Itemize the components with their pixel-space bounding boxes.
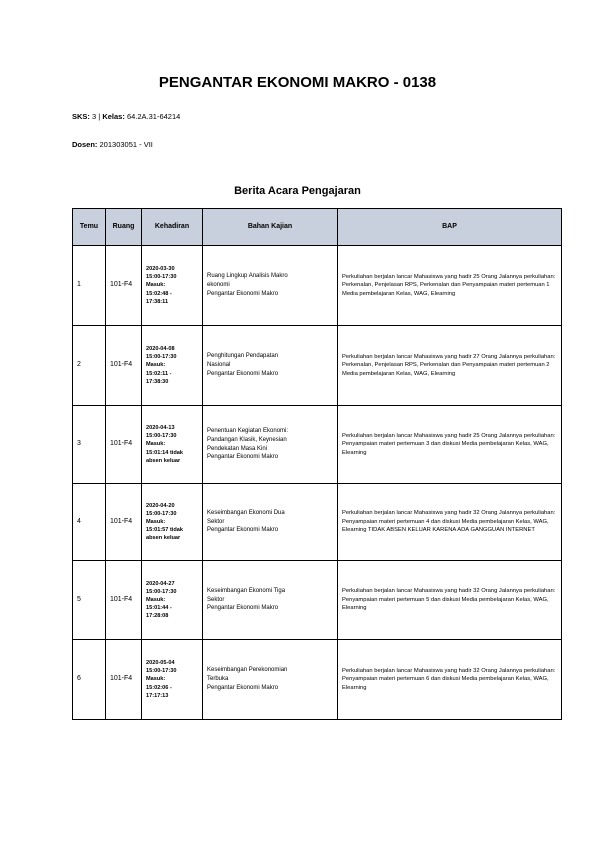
kehadiran-line: Masuk:: [146, 676, 166, 683]
cell-ruang: 101-F4: [106, 561, 142, 640]
bahan-line: ekonomi: [207, 282, 230, 289]
bahan-line: Sektor: [207, 596, 225, 603]
header-kehadiran: Kehadiran: [142, 209, 203, 246]
kehadiran-line: Masuk:: [146, 518, 166, 525]
cell-kehadiran: [142, 326, 203, 406]
kehadiran-line: 15:02:11 -: [146, 370, 172, 377]
dosen-value: 201303051 - VII: [99, 140, 153, 149]
section-subtitle: Berita Acara Pengajaran: [234, 185, 361, 197]
table-header-row: [73, 209, 562, 246]
kehadiran-line: absen keluar: [146, 535, 181, 542]
kelas-value: 64.2A.31-64214: [126, 112, 181, 121]
cell-temu: 6: [73, 640, 106, 720]
kehadiran-line: 2020-04-27: [146, 580, 175, 587]
bahan-line: Terbuka: [207, 676, 229, 683]
kehadiran-line: 15:00-17:30: [146, 510, 177, 517]
cell-bap: Perkuliahan berjalan lancar Mahasiswa yang hadir 25 Orang Jalannya perkuliahan: Penyampaian materi pertemuan 3 dan diskusi Media pembelajaran Kelas, WAG, Elearning: [338, 406, 562, 484]
bahan-line: Pengantar Ekonomi Makro: [207, 370, 279, 377]
cell-temu: 5: [73, 561, 106, 640]
table-row: [73, 406, 562, 484]
dosen-label: Dosen:: [72, 140, 98, 149]
bahan-line: Pandangan Klasik, Keynesian: [207, 436, 287, 443]
kehadiran-line: 15:01:14 tidak: [146, 449, 184, 456]
kehadiran-line: 15:02:06 -: [146, 684, 172, 691]
bahan-line: Pengantar Ekonomi Makro: [207, 290, 279, 297]
bahan-line: Keseimbangan Perekonomian: [207, 667, 288, 674]
kehadiran-line: 2020-04-08: [146, 346, 175, 353]
sks-label: SKS:: [72, 112, 90, 121]
header-temu: Temu: [73, 209, 106, 246]
cell-ruang: 101-F4: [106, 246, 142, 326]
cell-bahan-kajian: [203, 326, 338, 406]
cell-ruang: 101-F4: [106, 484, 142, 561]
kehadiran-line: Masuk:: [146, 282, 166, 289]
kehadiran-line: 15:01:44 -: [146, 605, 172, 612]
kehadiran-line: 15:00-17:30: [146, 274, 177, 281]
sks-value: 3: [92, 112, 97, 121]
cell-bap: Perkuliahan berjalan lancar Mahasiswa yang hadir 27 Orang Jalannya perkuliahan: Perkenalan, Penjelasan RPS, Perkenalan dan Penyampaian materi pertemuan 2 Media pembelajaran Kelas, WAG, Elearning: [338, 326, 562, 406]
cell-kehadiran: [142, 246, 203, 326]
kehadiran-line: Masuk:: [146, 596, 166, 603]
cell-bahan-kajian: [203, 246, 338, 326]
document-title: PENGANTAR EKONOMI MAKRO - 0138: [158, 74, 437, 91]
cell-temu: 2: [73, 326, 106, 406]
kehadiran-line: 17:28:08: [146, 613, 169, 620]
cell-bahan-kajian: [203, 406, 338, 484]
kehadiran-line: 15:00-17:30: [146, 588, 177, 595]
cell-temu: 1: [73, 246, 106, 326]
cell-bahan-kajian: [203, 561, 338, 640]
bahan-line: Pengantar Ekonomi Makro: [207, 527, 279, 534]
kehadiran-line: 2020-04-20: [146, 502, 175, 509]
course-info: [72, 112, 180, 121]
bahan-line: Pengantar Ekonomi Makro: [207, 684, 279, 691]
kehadiran-line: Masuk:: [146, 441, 166, 448]
bahan-line: Penghitungan Pendapatan: [207, 353, 279, 360]
kehadiran-line: 15:00-17:30: [146, 354, 177, 361]
kehadiran-line: 2020-04-13: [146, 425, 175, 432]
cell-kehadiran: [142, 640, 203, 720]
table-row: [73, 561, 562, 640]
cell-temu: 4: [73, 484, 106, 561]
kehadiran-line: 15:01:57 tidak: [146, 527, 184, 534]
kehadiran-line: absen keluar: [146, 457, 181, 464]
bahan-line: Ruang Lingkup Analisis Makro: [207, 273, 288, 280]
cell-kehadiran: [142, 561, 203, 640]
cell-temu: 3: [73, 406, 106, 484]
bap-table: [72, 208, 562, 720]
header-bap: BAP: [338, 209, 562, 246]
kehadiran-line: 2020-03-30: [146, 266, 175, 273]
kehadiran-line: 2020-05-04: [146, 660, 175, 667]
cell-kehadiran: [142, 406, 203, 484]
cell-bap: Perkuliahan berjalan lancar Mahasiswa yang hadir 32 Orang Jalannya perkuliahan: Penyampaian materi pertemuan 4 dan diskusi Media pembelajaran Kelas, WAG, Elearning TIDAK ABSEN KELUAR KARENA ADA GANGGUAN INTERNET: [338, 484, 562, 561]
kehadiran-line: 17:38:11: [146, 298, 169, 305]
cell-bahan-kajian: [203, 640, 338, 720]
kehadiran-line: 17:17:13: [146, 692, 169, 699]
bahan-line: Keseimbangan Ekonomi Dua: [207, 509, 285, 516]
kehadiran-line: 15:00-17:30: [146, 668, 177, 675]
cell-bahan-kajian: [203, 484, 338, 561]
bahan-line: Pendekatan Masa Kini: [207, 445, 268, 452]
table-row: [73, 326, 562, 406]
cell-ruang: 101-F4: [106, 406, 142, 484]
kehadiran-line: 17:38:30: [146, 378, 169, 385]
bahan-line: Pengantar Ekonomi Makro: [207, 454, 279, 461]
kehadiran-line: Masuk:: [146, 362, 166, 369]
cell-kehadiran: [142, 484, 203, 561]
cell-bap: Perkuliahan berjalan lancar Mahasiswa yang hadir 32 Orang Jalannya perkuliahan: Penyampaian materi pertemuan 6 dan diskusi Media pembelajaran Kelas, WAG, Elearning: [338, 640, 562, 720]
kelas-label: Kelas:: [102, 112, 125, 121]
bahan-line: Keseimbangan Ekonomi Tiga: [207, 587, 286, 594]
bahan-line: Penentuan Kegiatan Ekonomi:: [207, 428, 289, 435]
cell-bap: Perkuliahan berjalan lancar Mahasiswa yang hadir 32 Orang Jalannya perkuliahan: Penyampaian materi pertemuan 5 dan diskusi Media pembelajaran Kelas, WAG, Elearning: [338, 561, 562, 640]
header-ruang: Ruang: [106, 209, 142, 246]
table-row: [73, 640, 562, 720]
kehadiran-line: 15:02:48 -: [146, 290, 172, 297]
bahan-line: Pengantar Ekonomi Makro: [207, 605, 279, 612]
cell-bap: Perkuliahan berjalan lancar Mahasiswa yang hadir 25 Orang Jalannya perkuliahan: Perkenalan, Penjelasan RPS, Perkenalan dan Penyampaian materi pertemuan 1 Media pembelajaran Kelas, WAG, Elearning: [338, 246, 562, 326]
lecturer-info: [72, 140, 153, 149]
cell-ruang: 101-F4: [106, 326, 142, 406]
cell-ruang: 101-F4: [106, 640, 142, 720]
bahan-line: Nasional: [207, 362, 231, 369]
bahan-line: Sektor: [207, 518, 225, 525]
table-row: [73, 246, 562, 326]
header-bahan-kajian: Bahan Kajian: [203, 209, 338, 246]
kehadiran-line: 15:00-17:30: [146, 433, 177, 440]
table-row: [73, 484, 562, 561]
separator: |: [98, 112, 103, 121]
